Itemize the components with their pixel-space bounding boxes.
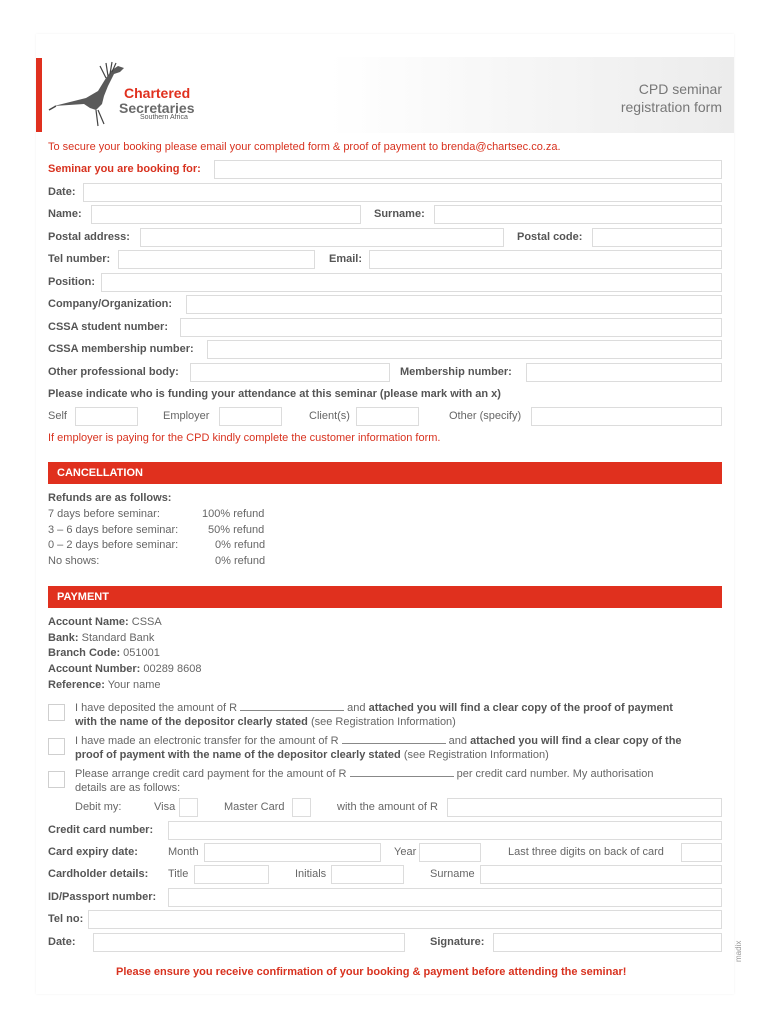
- payment-date-label: Date:: [48, 936, 76, 948]
- refunds-title: Refunds are as follows:: [48, 492, 172, 504]
- bank-value: CSSA: [128, 616, 162, 628]
- watermark: madix: [734, 940, 743, 962]
- eft-amount-line[interactable]: [342, 734, 446, 744]
- tel-no-label: Tel no:: [48, 913, 84, 925]
- employer-note: If employer is paying for the CPD kindly complete the customer information form.: [48, 432, 441, 444]
- text: proof of payment with the name of the depositor clearly stated: [75, 749, 401, 761]
- seminar-label: Seminar you are booking for:: [48, 163, 201, 175]
- cancellation-heading: CANCELLATION: [48, 462, 722, 484]
- other-body-input[interactable]: [190, 363, 390, 382]
- eft-checkbox[interactable]: [48, 738, 65, 755]
- student-number-label: CSSA student number:: [48, 321, 168, 333]
- intro-text: To secure your booking please email your completed form & proof of payment to brenda@chartsec.co.za.: [48, 141, 561, 153]
- text: and: [445, 735, 471, 747]
- logo-name-line2: Secretaries: [119, 100, 195, 116]
- refund-value-4: 0% refund: [215, 555, 266, 567]
- initials-input[interactable]: [331, 865, 404, 884]
- mastercard-input[interactable]: [292, 798, 311, 817]
- date-label: Date:: [48, 186, 76, 198]
- refund-value-3: 0% refund: [215, 539, 266, 551]
- tel-input[interactable]: [118, 250, 315, 269]
- postal-address-label: Postal address:: [48, 231, 130, 243]
- eft-option-line2: [75, 749, 549, 762]
- cardholder-label: Cardholder details:: [48, 868, 149, 880]
- refund-period-3: 0 – 2 days before seminar:: [48, 539, 179, 551]
- month-label: Month: [168, 846, 199, 858]
- holder-title-label: Title: [168, 868, 189, 880]
- text: attached you will find a clear copy of the proof of payment: [368, 702, 673, 714]
- text: and: [344, 702, 369, 714]
- text: per credit card number. My authorisation: [453, 768, 654, 780]
- credit-card-option-line2: details are as follows:: [75, 782, 181, 794]
- cvv-input[interactable]: [681, 843, 722, 862]
- bank-name: [48, 632, 154, 645]
- bank-account-number: [48, 663, 201, 676]
- deposit-option-line2: [75, 716, 456, 729]
- cssa-membership-input[interactable]: [207, 340, 722, 359]
- credit-card-checkbox[interactable]: [48, 771, 65, 788]
- email-label: Email:: [329, 253, 363, 265]
- surname-input[interactable]: [434, 205, 722, 224]
- month-input[interactable]: [204, 843, 381, 862]
- refund-period-2: 3 – 6 days before seminar:: [48, 524, 179, 536]
- name-label: Name:: [48, 208, 82, 220]
- payment-heading: PAYMENT: [48, 586, 722, 608]
- text: attached you will find a clear copy of the: [470, 735, 682, 747]
- funding-other-label: Other (specify): [449, 410, 522, 422]
- funding-self-input[interactable]: [75, 407, 138, 426]
- bank-label: Account Name:: [48, 616, 129, 628]
- bank-branch-code: [48, 647, 160, 660]
- postal-address-input[interactable]: [140, 228, 504, 247]
- funding-employer-label: Employer: [163, 410, 210, 422]
- logo-subtitle: Southern Africa: [140, 114, 188, 121]
- bank-value: Standard Bank: [78, 632, 155, 644]
- visa-input[interactable]: [179, 798, 198, 817]
- holder-title-input[interactable]: [194, 865, 269, 884]
- cvv-label: Last three digits on back of card: [508, 846, 664, 858]
- text: I have made an electronic transfer for the amount of R: [75, 735, 339, 747]
- email-input[interactable]: [369, 250, 722, 269]
- refund-value-1: 100% refund: [202, 508, 265, 520]
- deposit-amount-line[interactable]: [240, 701, 344, 711]
- tel-label: Tel number:: [48, 253, 111, 265]
- holder-surname-label: Surname: [430, 868, 475, 880]
- id-label: ID/Passport number:: [48, 891, 157, 903]
- card-number-input[interactable]: [168, 821, 722, 840]
- bank-reference: [48, 679, 161, 692]
- card-amount-input[interactable]: [447, 798, 722, 817]
- signature-label: Signature:: [430, 936, 485, 948]
- tel-no-input[interactable]: [88, 910, 722, 929]
- funding-employer-input[interactable]: [219, 407, 282, 426]
- title-line1: CPD seminar: [638, 81, 722, 97]
- bank-label: Bank:: [48, 632, 79, 644]
- deposit-checkbox[interactable]: [48, 704, 65, 721]
- bank-value: 051001: [120, 647, 160, 659]
- debit-my-label: Debit my:: [75, 801, 122, 813]
- cssa-membership-label: CSSA membership number:: [48, 343, 194, 355]
- logo-name-line1: Chartered: [124, 85, 191, 101]
- title-line2: registration form: [620, 99, 722, 115]
- funding-clients-input[interactable]: [356, 407, 419, 426]
- other-body-label: Other professional body:: [48, 366, 179, 378]
- initials-label: Initials: [295, 868, 327, 880]
- id-input[interactable]: [168, 888, 722, 907]
- funding-clients-label: Client(s): [309, 410, 350, 422]
- bank-account-name: [48, 616, 162, 629]
- student-number-input[interactable]: [180, 318, 722, 337]
- deposit-option-line1: [75, 701, 673, 715]
- eft-option-line1: [75, 734, 682, 748]
- postal-code-label: Postal code:: [517, 231, 583, 243]
- bank-label: Reference:: [48, 679, 105, 691]
- funding-self-label: Self: [48, 410, 67, 422]
- funding-question: Please indicate who is funding your attendance at this seminar (please mark with an x): [48, 388, 501, 400]
- name-input[interactable]: [91, 205, 361, 224]
- visa-label: Visa: [154, 801, 176, 813]
- page-title: [621, 80, 722, 116]
- refund-period-4: No shows:: [48, 555, 100, 567]
- credit-card-option-line1: [75, 767, 653, 781]
- company-input[interactable]: [186, 295, 722, 314]
- payment-date-input[interactable]: [93, 933, 405, 952]
- membership-number-label: Membership number:: [400, 366, 512, 378]
- company-label: Company/Organization:: [48, 298, 173, 310]
- date-input[interactable]: [83, 183, 722, 202]
- holder-surname-input[interactable]: [480, 865, 722, 884]
- year-input[interactable]: [419, 843, 481, 862]
- footer-note: Please ensure you receive confirmation of your booking & payment before attending the seminar!: [116, 966, 627, 978]
- seminar-input[interactable]: [214, 160, 722, 179]
- amount-of-label: with the amount of R: [337, 801, 438, 813]
- card-number-label: Credit card number:: [48, 824, 154, 836]
- postal-code-input[interactable]: [592, 228, 722, 247]
- membership-number-input[interactable]: [526, 363, 722, 382]
- text: (see Registration Information): [400, 749, 549, 761]
- bank-value: Your name: [104, 679, 161, 691]
- expiry-label: Card expiry date:: [48, 846, 138, 858]
- refund-period-1: 7 days before seminar:: [48, 508, 160, 520]
- text: Please arrange credit card payment for the amount of R: [75, 768, 347, 780]
- bank-label: Account Number:: [48, 663, 141, 675]
- position-label: Position:: [48, 276, 96, 288]
- surname-label: Surname:: [374, 208, 425, 220]
- funding-other-input[interactable]: [531, 407, 722, 426]
- text: I have deposited the amount of R: [75, 702, 238, 714]
- bank-value: 00289 8608: [140, 663, 202, 675]
- bank-label: Branch Code:: [48, 647, 121, 659]
- position-input[interactable]: [101, 273, 722, 292]
- accent-bar: [36, 58, 42, 132]
- signature-input[interactable]: [493, 933, 722, 952]
- year-label: Year: [394, 846, 417, 858]
- credit-amount-line[interactable]: [350, 767, 454, 777]
- refund-value-2: 50% refund: [208, 524, 265, 536]
- mastercard-label: Master Card: [224, 801, 285, 813]
- text: with the name of the depositor clearly stated: [75, 716, 308, 728]
- text: (see Registration Information): [307, 716, 456, 728]
